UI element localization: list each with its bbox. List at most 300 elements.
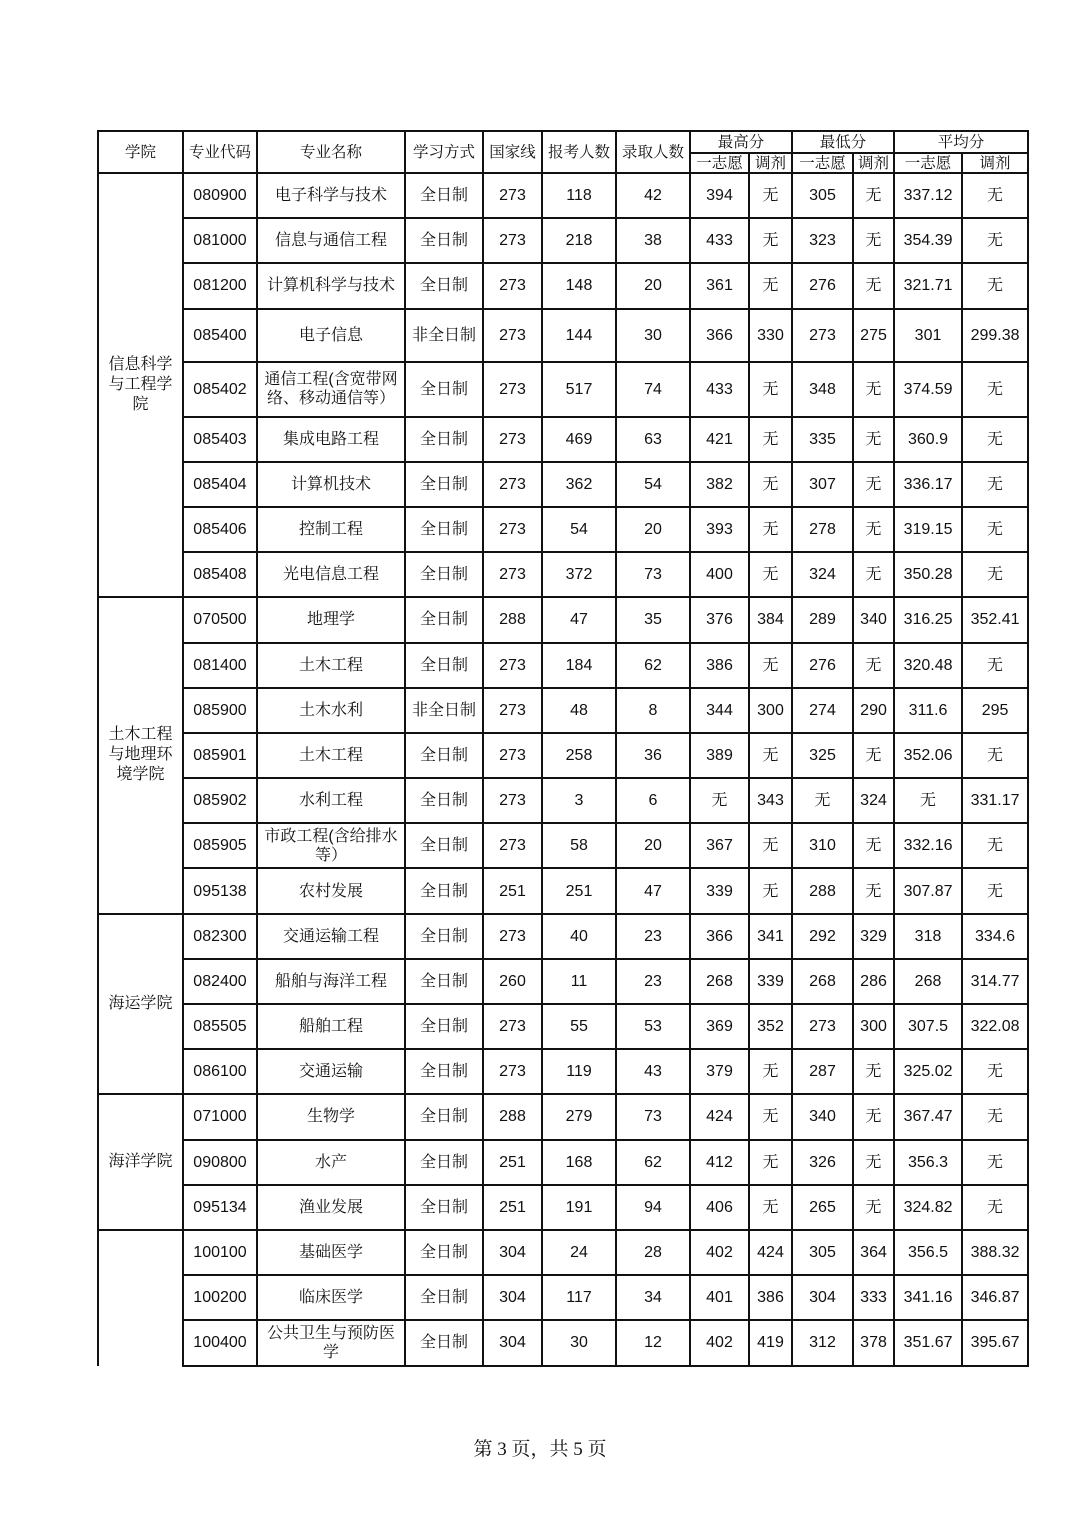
cell-mode: 全日制 <box>405 263 483 308</box>
cell-avg-first: 356.3 <box>894 1140 962 1185</box>
cell-max-first: 401 <box>690 1275 749 1320</box>
cell-mode: 全日制 <box>405 823 483 868</box>
cell-min-adjust: 329 <box>853 914 894 959</box>
cell-max-adjust: 无 <box>749 868 792 913</box>
cell-avg-adjust: 无 <box>962 362 1028 417</box>
cell-min-adjust: 无 <box>853 173 894 218</box>
cell-max-adjust: 330 <box>749 309 792 362</box>
cell-admitted: 12 <box>616 1320 690 1365</box>
cell-national-line: 273 <box>483 778 542 823</box>
cell-mode: 全日制 <box>405 1004 483 1049</box>
cell-min-adjust: 290 <box>853 688 894 733</box>
cell-applicants: 24 <box>542 1230 616 1275</box>
cell-max-first: 361 <box>690 263 749 308</box>
cell-national-line: 273 <box>483 688 542 733</box>
cell-avg-adjust: 无 <box>962 1185 1028 1230</box>
cell-min-adjust: 无 <box>853 733 894 778</box>
table-row <box>98 1094 1028 1139</box>
cell-min-first: 265 <box>792 1185 853 1230</box>
cell-code: 085900 <box>183 688 257 733</box>
cell-name: 光电信息工程 <box>257 552 405 597</box>
cell-max-adjust: 无 <box>749 462 792 507</box>
cell-avg-first: 360.9 <box>894 417 962 462</box>
cell-mode: 全日制 <box>405 914 483 959</box>
cell-max-first: 376 <box>690 597 749 642</box>
cell-avg-first: 356.5 <box>894 1230 962 1275</box>
cell-max-adjust: 无 <box>749 218 792 263</box>
cell-max-first: 369 <box>690 1004 749 1049</box>
cell-name: 水利工程 <box>257 778 405 823</box>
cell-min-adjust: 无 <box>853 1185 894 1230</box>
cell-admitted: 73 <box>616 552 690 597</box>
cell-min-adjust: 无 <box>853 507 894 552</box>
cell-name: 土木工程 <box>257 733 405 778</box>
cell-min-first: 268 <box>792 959 853 1004</box>
cell-avg-adjust: 无 <box>962 1049 1028 1094</box>
cell-max-first: 393 <box>690 507 749 552</box>
table-row <box>98 643 1028 688</box>
cell-admitted: 20 <box>616 507 690 552</box>
cell-national-line: 251 <box>483 1185 542 1230</box>
table-row <box>98 362 1028 417</box>
cell-applicants: 168 <box>542 1140 616 1185</box>
cell-mode: 全日制 <box>405 173 483 218</box>
cell-min-first: 335 <box>792 417 853 462</box>
cell-min-first: 278 <box>792 507 853 552</box>
cell-avg-first: 367.47 <box>894 1094 962 1139</box>
college-cell: 海运学院 <box>98 914 183 1095</box>
cell-applicants: 148 <box>542 263 616 308</box>
cell-admitted: 73 <box>616 1094 690 1139</box>
cell-max-adjust: 无 <box>749 733 792 778</box>
cell-code: 085505 <box>183 1004 257 1049</box>
header-applicants: 报考人数 <box>542 131 616 173</box>
header-mode: 学习方式 <box>405 131 483 173</box>
cell-max-first: 394 <box>690 173 749 218</box>
cell-min-adjust: 340 <box>853 597 894 642</box>
cell-mode: 全日制 <box>405 1275 483 1320</box>
cell-avg-first: 332.16 <box>894 823 962 868</box>
cell-national-line: 273 <box>483 643 542 688</box>
cell-max-first: 402 <box>690 1230 749 1275</box>
cell-min-first: 324 <box>792 552 853 597</box>
cell-max-first: 379 <box>690 1049 749 1094</box>
cell-admitted: 47 <box>616 868 690 913</box>
cell-min-first: 无 <box>792 778 853 823</box>
cell-max-adjust: 无 <box>749 1049 792 1094</box>
cell-min-adjust: 324 <box>853 778 894 823</box>
cell-min-first: 276 <box>792 263 853 308</box>
cell-max-first: 344 <box>690 688 749 733</box>
cell-mode: 全日制 <box>405 778 483 823</box>
cell-min-first: 307 <box>792 462 853 507</box>
cell-national-line: 273 <box>483 552 542 597</box>
table-row <box>98 823 1028 868</box>
table-row <box>98 914 1028 959</box>
cell-mode: 全日制 <box>405 552 483 597</box>
cell-code: 082400 <box>183 959 257 1004</box>
cell-code: 080900 <box>183 173 257 218</box>
header-college: 学院 <box>98 131 183 173</box>
table-row <box>98 462 1028 507</box>
cell-avg-adjust: 334.6 <box>962 914 1028 959</box>
table-row <box>98 309 1028 362</box>
cell-national-line: 251 <box>483 868 542 913</box>
cell-min-adjust: 无 <box>853 552 894 597</box>
cell-avg-first: 321.71 <box>894 263 962 308</box>
cell-min-first: 305 <box>792 1230 853 1275</box>
cell-admitted: 54 <box>616 462 690 507</box>
cell-min-adjust: 364 <box>853 1230 894 1275</box>
cell-national-line: 273 <box>483 218 542 263</box>
cell-max-adjust: 386 <box>749 1275 792 1320</box>
cell-max-first: 366 <box>690 309 749 362</box>
cell-applicants: 40 <box>542 914 616 959</box>
cell-name: 交通运输 <box>257 1049 405 1094</box>
cell-min-first: 276 <box>792 643 853 688</box>
cell-code: 085905 <box>183 823 257 868</box>
cell-avg-first: 318 <box>894 914 962 959</box>
cell-mode: 全日制 <box>405 733 483 778</box>
cell-min-adjust: 无 <box>853 263 894 308</box>
cell-avg-adjust: 无 <box>962 868 1028 913</box>
header-avg-first-choice: 一志愿 <box>894 153 962 173</box>
cell-national-line: 273 <box>483 462 542 507</box>
cell-min-adjust: 378 <box>853 1320 894 1365</box>
header-min-adjust: 调剂 <box>853 153 894 173</box>
cell-admitted: 62 <box>616 643 690 688</box>
cell-min-first: 289 <box>792 597 853 642</box>
cell-code: 081400 <box>183 643 257 688</box>
cell-avg-adjust: 无 <box>962 263 1028 308</box>
cell-max-adjust: 352 <box>749 1004 792 1049</box>
cell-code: 081200 <box>183 263 257 308</box>
cell-applicants: 218 <box>542 218 616 263</box>
table-row <box>98 688 1028 733</box>
cell-code: 086100 <box>183 1049 257 1094</box>
cell-admitted: 36 <box>616 733 690 778</box>
cell-min-adjust: 无 <box>853 462 894 507</box>
cell-max-adjust: 424 <box>749 1230 792 1275</box>
cell-avg-first: 354.39 <box>894 218 962 263</box>
cell-mode: 全日制 <box>405 1230 483 1275</box>
cell-national-line: 273 <box>483 1004 542 1049</box>
cell-admitted: 6 <box>616 778 690 823</box>
cell-mode: 全日制 <box>405 1320 483 1365</box>
cell-admitted: 8 <box>616 688 690 733</box>
table-row <box>98 507 1028 552</box>
cell-avg-adjust: 无 <box>962 733 1028 778</box>
cell-name: 地理学 <box>257 597 405 642</box>
cell-avg-adjust: 无 <box>962 417 1028 462</box>
cell-avg-first: 341.16 <box>894 1275 962 1320</box>
cell-mode: 非全日制 <box>405 309 483 362</box>
cell-name: 农村发展 <box>257 868 405 913</box>
cell-avg-first: 352.06 <box>894 733 962 778</box>
cell-name: 交通运输工程 <box>257 914 405 959</box>
cell-code: 085901 <box>183 733 257 778</box>
cell-admitted: 20 <box>616 263 690 308</box>
cell-applicants: 184 <box>542 643 616 688</box>
table-row <box>98 552 1028 597</box>
cell-min-first: 274 <box>792 688 853 733</box>
cell-avg-first: 320.48 <box>894 643 962 688</box>
cell-avg-first: 无 <box>894 778 962 823</box>
cell-min-adjust: 无 <box>853 1049 894 1094</box>
cell-applicants: 362 <box>542 462 616 507</box>
cell-name: 集成电路工程 <box>257 417 405 462</box>
cell-national-line: 304 <box>483 1320 542 1365</box>
cell-max-adjust: 无 <box>749 1140 792 1185</box>
table-row <box>98 1230 1028 1275</box>
cell-national-line: 273 <box>483 417 542 462</box>
cell-max-first: 433 <box>690 362 749 417</box>
cell-code: 100200 <box>183 1275 257 1320</box>
cell-avg-adjust: 无 <box>962 1094 1028 1139</box>
cell-mode: 全日制 <box>405 507 483 552</box>
cell-admitted: 30 <box>616 309 690 362</box>
cell-avg-adjust: 299.38 <box>962 309 1028 362</box>
header-min-score: 最低分 <box>792 131 894 153</box>
header-avg-adjust: 调剂 <box>962 153 1028 173</box>
cell-max-adjust: 300 <box>749 688 792 733</box>
cell-code: 100100 <box>183 1230 257 1275</box>
cell-max-first: 424 <box>690 1094 749 1139</box>
cell-max-first: 421 <box>690 417 749 462</box>
cell-code: 085403 <box>183 417 257 462</box>
cell-mode: 全日制 <box>405 959 483 1004</box>
header-avg-score: 平均分 <box>894 131 1028 153</box>
cell-max-adjust: 无 <box>749 1185 792 1230</box>
cell-avg-first: 374.59 <box>894 362 962 417</box>
cell-max-first: 339 <box>690 868 749 913</box>
cell-applicants: 258 <box>542 733 616 778</box>
cell-name: 生物学 <box>257 1094 405 1139</box>
cell-code: 071000 <box>183 1094 257 1139</box>
cell-applicants: 30 <box>542 1320 616 1365</box>
cell-admitted: 74 <box>616 362 690 417</box>
cell-applicants: 372 <box>542 552 616 597</box>
college-cell: 信息科学与工程学院 <box>98 173 183 597</box>
cell-code: 100400 <box>183 1320 257 1365</box>
cell-admitted: 53 <box>616 1004 690 1049</box>
cell-name: 市政工程(含给排水等） <box>257 823 405 868</box>
table-row <box>98 1320 1028 1365</box>
cell-national-line: 273 <box>483 362 542 417</box>
cell-mode: 全日制 <box>405 597 483 642</box>
cell-name: 信息与通信工程 <box>257 218 405 263</box>
cell-mode: 全日制 <box>405 868 483 913</box>
cell-applicants: 47 <box>542 597 616 642</box>
cell-name: 计算机科学与技术 <box>257 263 405 308</box>
cell-max-adjust: 无 <box>749 1094 792 1139</box>
cell-max-adjust: 341 <box>749 914 792 959</box>
table-row <box>98 959 1028 1004</box>
cell-mode: 非全日制 <box>405 688 483 733</box>
table-row <box>98 1049 1028 1094</box>
cell-avg-adjust: 395.67 <box>962 1320 1028 1365</box>
table-header <box>98 131 1028 173</box>
cell-min-first: 273 <box>792 1004 853 1049</box>
cell-admitted: 35 <box>616 597 690 642</box>
cell-avg-first: 311.6 <box>894 688 962 733</box>
cell-name: 土木水利 <box>257 688 405 733</box>
cell-mode: 全日制 <box>405 362 483 417</box>
cell-min-first: 325 <box>792 733 853 778</box>
cell-avg-first: 319.15 <box>894 507 962 552</box>
cell-avg-adjust: 无 <box>962 507 1028 552</box>
table-row <box>98 868 1028 913</box>
cell-applicants: 11 <box>542 959 616 1004</box>
cell-code: 085408 <box>183 552 257 597</box>
cell-min-adjust: 无 <box>853 362 894 417</box>
cell-admitted: 42 <box>616 173 690 218</box>
cell-avg-first: 316.25 <box>894 597 962 642</box>
cell-admitted: 23 <box>616 959 690 1004</box>
cell-national-line: 288 <box>483 1094 542 1139</box>
cell-avg-first: 268 <box>894 959 962 1004</box>
cell-min-adjust: 无 <box>853 643 894 688</box>
cell-code: 081000 <box>183 218 257 263</box>
cell-min-adjust: 无 <box>853 417 894 462</box>
table-row <box>98 173 1028 218</box>
cell-national-line: 251 <box>483 1140 542 1185</box>
cell-code: 085400 <box>183 309 257 362</box>
cell-applicants: 469 <box>542 417 616 462</box>
cell-max-first: 268 <box>690 959 749 1004</box>
cell-min-first: 304 <box>792 1275 853 1320</box>
cell-name: 公共卫生与预防医学 <box>257 1320 405 1365</box>
cell-max-adjust: 无 <box>749 643 792 688</box>
cell-max-first: 367 <box>690 823 749 868</box>
cell-name: 电子信息 <box>257 309 405 362</box>
cell-max-adjust: 无 <box>749 362 792 417</box>
cell-code: 095134 <box>183 1185 257 1230</box>
cell-applicants: 191 <box>542 1185 616 1230</box>
cell-national-line: 273 <box>483 507 542 552</box>
header-row <box>98 131 1028 153</box>
cell-avg-adjust: 无 <box>962 823 1028 868</box>
cell-max-adjust: 无 <box>749 552 792 597</box>
cell-name: 基础医学 <box>257 1230 405 1275</box>
table-row <box>98 1004 1028 1049</box>
cell-min-first: 292 <box>792 914 853 959</box>
cell-name: 渔业发展 <box>257 1185 405 1230</box>
cell-avg-adjust: 无 <box>962 552 1028 597</box>
cell-name: 临床医学 <box>257 1275 405 1320</box>
cell-avg-adjust: 无 <box>962 462 1028 507</box>
cell-max-first: 402 <box>690 1320 749 1365</box>
cell-max-first: 412 <box>690 1140 749 1185</box>
cell-max-adjust: 无 <box>749 417 792 462</box>
cell-max-first: 400 <box>690 552 749 597</box>
cell-mode: 全日制 <box>405 643 483 688</box>
cell-max-adjust: 无 <box>749 507 792 552</box>
cell-mode: 全日制 <box>405 417 483 462</box>
cell-max-adjust: 无 <box>749 263 792 308</box>
cell-applicants: 251 <box>542 868 616 913</box>
cell-admitted: 20 <box>616 823 690 868</box>
table-row <box>98 263 1028 308</box>
cell-national-line: 273 <box>483 733 542 778</box>
cell-avg-first: 325.02 <box>894 1049 962 1094</box>
cell-code: 085902 <box>183 778 257 823</box>
cell-national-line: 273 <box>483 823 542 868</box>
cell-mode: 全日制 <box>405 1049 483 1094</box>
cell-code: 085404 <box>183 462 257 507</box>
cell-national-line: 273 <box>483 173 542 218</box>
cell-national-line: 304 <box>483 1230 542 1275</box>
cell-avg-adjust: 无 <box>962 173 1028 218</box>
table-row <box>98 733 1028 778</box>
cell-max-first: 无 <box>690 778 749 823</box>
cell-admitted: 38 <box>616 218 690 263</box>
cell-mode: 全日制 <box>405 1140 483 1185</box>
cell-max-adjust: 339 <box>749 959 792 1004</box>
cell-applicants: 279 <box>542 1094 616 1139</box>
college-cell <box>98 1230 183 1366</box>
cell-code: 090800 <box>183 1140 257 1185</box>
table-row <box>98 1140 1028 1185</box>
cell-max-first: 433 <box>690 218 749 263</box>
cell-admitted: 34 <box>616 1275 690 1320</box>
cell-max-adjust: 无 <box>749 173 792 218</box>
cell-admitted: 94 <box>616 1185 690 1230</box>
cell-mode: 全日制 <box>405 462 483 507</box>
header-national-line: 国家线 <box>483 131 542 173</box>
cell-min-adjust: 无 <box>853 1094 894 1139</box>
cell-applicants: 119 <box>542 1049 616 1094</box>
cell-min-first: 273 <box>792 309 853 362</box>
table-row <box>98 778 1028 823</box>
cell-applicants: 54 <box>542 507 616 552</box>
header-max-first-choice: 一志愿 <box>690 153 749 173</box>
cell-national-line: 260 <box>483 959 542 1004</box>
cell-code: 082300 <box>183 914 257 959</box>
cell-national-line: 288 <box>483 597 542 642</box>
cell-avg-first: 307.87 <box>894 868 962 913</box>
cell-avg-adjust: 322.08 <box>962 1004 1028 1049</box>
cell-admitted: 63 <box>616 417 690 462</box>
cell-avg-adjust: 388.32 <box>962 1230 1028 1275</box>
cell-applicants: 55 <box>542 1004 616 1049</box>
cell-max-adjust: 无 <box>749 823 792 868</box>
cell-applicants: 144 <box>542 309 616 362</box>
cell-min-adjust: 无 <box>853 1140 894 1185</box>
cell-min-adjust: 无 <box>853 218 894 263</box>
cell-max-adjust: 384 <box>749 597 792 642</box>
cell-name: 船舶与海洋工程 <box>257 959 405 1004</box>
cell-max-first: 386 <box>690 643 749 688</box>
cell-avg-adjust: 346.87 <box>962 1275 1028 1320</box>
cell-min-first: 312 <box>792 1320 853 1365</box>
cell-avg-adjust: 无 <box>962 643 1028 688</box>
cell-max-first: 366 <box>690 914 749 959</box>
cell-code: 085406 <box>183 507 257 552</box>
page-number: 第 3 页，共 5 页 <box>473 1439 607 1460</box>
table-row <box>98 218 1028 263</box>
table-body <box>98 173 1028 1366</box>
cell-national-line: 304 <box>483 1275 542 1320</box>
cell-min-adjust: 无 <box>853 823 894 868</box>
cell-national-line: 273 <box>483 309 542 362</box>
cell-mode: 全日制 <box>405 1094 483 1139</box>
cell-applicants: 3 <box>542 778 616 823</box>
cell-name: 土木工程 <box>257 643 405 688</box>
cell-avg-first: 337.12 <box>894 173 962 218</box>
cell-avg-adjust: 331.17 <box>962 778 1028 823</box>
cell-mode: 全日制 <box>405 1185 483 1230</box>
